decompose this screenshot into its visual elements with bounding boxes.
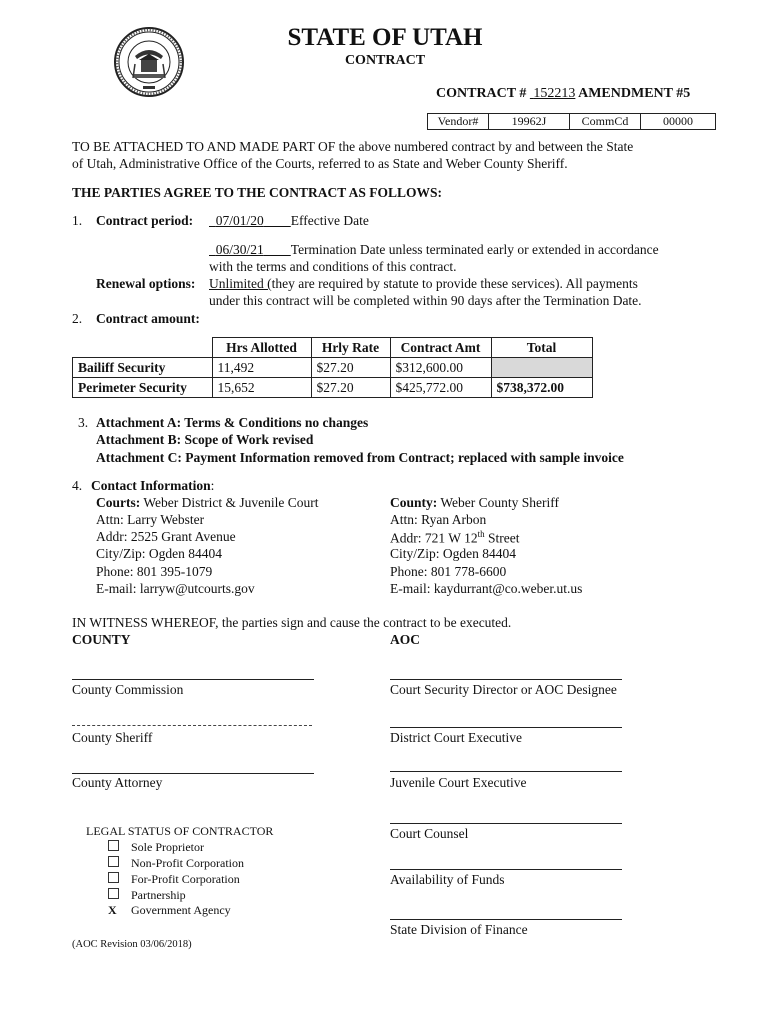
renewal-value: Unlimited (	[209, 276, 272, 291]
courts-email[interactable]: E-mail: larryw@utcourts.gov	[96, 581, 255, 596]
signature-label-district-court-executive: District Court Executive	[390, 730, 522, 745]
signature-line-state-division-of-finance[interactable]	[390, 919, 622, 920]
document-title: STATE OF UTAH	[287, 24, 483, 51]
termination-text: Termination Date unless terminated early or extended in accordance	[290, 242, 659, 257]
signature-label-county-commission: County Commission	[72, 682, 184, 697]
checkbox-sole-proprietor[interactable]	[108, 840, 119, 851]
signature-label-court-counsel: Court Counsel	[390, 826, 469, 841]
row-name: Perimeter Security	[73, 378, 213, 398]
intro-line-2: of Utah, Administrative Office of the Courts, referred to as State and Weber County Sheriff.	[72, 156, 568, 171]
contract-amount-label: Contract amount:	[96, 311, 200, 326]
aoc-heading: AOC	[390, 632, 420, 647]
agree-heading: THE PARTIES AGREE TO THE CONTRACT AS FOLLOWS:	[72, 185, 443, 200]
commcd-value: 00000	[641, 114, 716, 130]
signature-label-court-security-director: Court Security Director or AOC Designee	[390, 682, 617, 697]
vendor-label: Vendor#	[428, 114, 489, 130]
header-hrly-rate: Hrly Rate	[311, 338, 390, 358]
legal-status-option[interactable]: X Government Agency	[108, 903, 231, 917]
contract-number-line	[436, 86, 690, 102]
courts-city: City/Zip: Ogden 84404	[96, 546, 222, 561]
section-1-number: 1.	[72, 213, 83, 228]
header-hrs-allotted: Hrs Allotted	[212, 338, 311, 358]
county-email[interactable]: E-mail: kaydurrant@co.weber.ut.us	[390, 581, 583, 596]
checkbox-non-profit[interactable]	[108, 856, 119, 867]
vendor-value: 19962J	[489, 114, 570, 130]
signature-line-county-attorney[interactable]	[72, 773, 314, 774]
county-phone: Phone: 801 778-6600	[390, 564, 507, 579]
signature-label-county-sheriff: County Sheriff	[72, 730, 153, 745]
renewal-label: Renewal options:	[96, 276, 196, 291]
signature-line-county-commission[interactable]	[72, 679, 314, 680]
commcd-label: CommCd	[570, 114, 641, 130]
termination-date-value: 06/30/21	[215, 242, 264, 257]
revision-footer: (AOC Revision 03/06/2018)	[72, 939, 192, 950]
legal-status-option[interactable]: Sole Proprietor	[108, 840, 204, 855]
attachment-c: Attachment C: Payment Information removed from Contract; replaced with sample invoice	[96, 450, 624, 465]
legal-status-heading: LEGAL STATUS OF CONTRACTOR	[86, 824, 274, 838]
courts-phone: Phone: 801 395-1079	[96, 564, 213, 579]
courts-attn: Attn: Larry Webster	[96, 512, 205, 527]
legal-status-option[interactable]: Non-Profit Corporation	[108, 856, 244, 871]
row-rate: $27.20	[311, 358, 390, 378]
row-hrs: 11,492	[212, 358, 311, 378]
row-amt: $312,600.00	[390, 358, 491, 378]
total-value: $738,372.00	[491, 378, 592, 398]
termination-date-line	[209, 242, 659, 258]
table-header-row	[73, 338, 593, 358]
contract-amount-table	[72, 337, 593, 398]
section-2-number: 2.	[72, 311, 83, 326]
grey-cell	[491, 358, 592, 378]
row-amt: $425,772.00	[390, 378, 491, 398]
signature-label-availability-of-funds: Availability of Funds	[390, 872, 505, 887]
effective-date-line	[209, 213, 369, 229]
witness-text: IN WITNESS WHEREOF, the parties sign and cause the contract to be executed.	[72, 615, 512, 630]
contract-label: CONTRACT #	[436, 86, 527, 101]
contract-period-label: Contract period:	[96, 213, 194, 228]
signature-line-court-counsel[interactable]	[390, 823, 622, 824]
effective-date-value: 07/01/20	[215, 213, 264, 228]
vendor-table	[427, 113, 716, 130]
contact-info-heading: Contact Information:	[91, 478, 215, 493]
legal-status-option[interactable]: For-Profit Corporation	[108, 872, 240, 887]
signature-line-availability-of-funds[interactable]	[390, 869, 622, 870]
renewal-line	[209, 276, 638, 292]
renewal-text: they are required by statute to provide these services). All payments	[271, 276, 638, 291]
checkbox-partnership[interactable]	[108, 888, 119, 899]
renewal-text-2: under this contract will be completed within 90 days after the Termination Date.	[209, 293, 642, 308]
row-rate: $27.20	[311, 378, 390, 398]
attachment-b: Attachment B: Scope of Work revised	[96, 432, 314, 447]
signature-label-state-division-of-finance: State Division of Finance	[390, 922, 528, 937]
county-name: County: Weber County Sheriff	[390, 495, 560, 510]
section-4-number: 4.	[72, 478, 83, 493]
signature-label-juvenile-court-executive: Juvenile Court Executive	[390, 775, 527, 790]
courts-addr: Addr: 2525 Grant Avenue	[96, 529, 236, 544]
checkbox-for-profit[interactable]	[108, 872, 119, 883]
county-heading: COUNTY	[72, 632, 131, 647]
row-name: Bailiff Security	[73, 358, 213, 378]
signature-line-county-sheriff[interactable]	[72, 725, 312, 726]
legal-status-option[interactable]: Partnership	[108, 888, 186, 903]
section-3-number: 3.	[78, 415, 89, 430]
signature-line-juvenile-court-executive[interactable]	[390, 771, 622, 772]
document-subtitle: CONTRACT	[344, 53, 426, 68]
table-row	[73, 358, 593, 378]
empty-header-cell	[73, 338, 213, 358]
signature-line-district-court-executive[interactable]	[390, 727, 622, 728]
contract-number: 152213	[533, 86, 576, 101]
county-city: City/Zip: Ogden 84404	[390, 546, 516, 561]
signature-label-county-attorney: County Attorney	[72, 775, 163, 790]
table-row	[73, 378, 593, 398]
row-hrs: 15,652	[212, 378, 311, 398]
header-total: Total	[491, 338, 592, 358]
effective-date-label: Effective Date	[290, 213, 369, 228]
termination-text-2: with the terms and conditions of this contract.	[209, 259, 457, 274]
county-addr: Addr: 721 W 12th Street	[390, 529, 520, 546]
header-contract-amt: Contract Amt	[390, 338, 491, 358]
signature-line-court-security-director[interactable]	[390, 679, 622, 680]
county-attn: Attn: Ryan Arbon	[390, 512, 487, 527]
amendment-label: AMENDMENT #5	[578, 86, 691, 101]
courts-name: Courts: Weber District & Juvenile Court	[96, 495, 319, 510]
checkbox-government-agency[interactable]: X	[108, 903, 117, 917]
attachment-a: Attachment A: Terms & Conditions no changes	[96, 415, 369, 430]
intro-line-1: TO BE ATTACHED TO AND MADE PART OF the above numbered contract by and between the State	[72, 139, 634, 154]
